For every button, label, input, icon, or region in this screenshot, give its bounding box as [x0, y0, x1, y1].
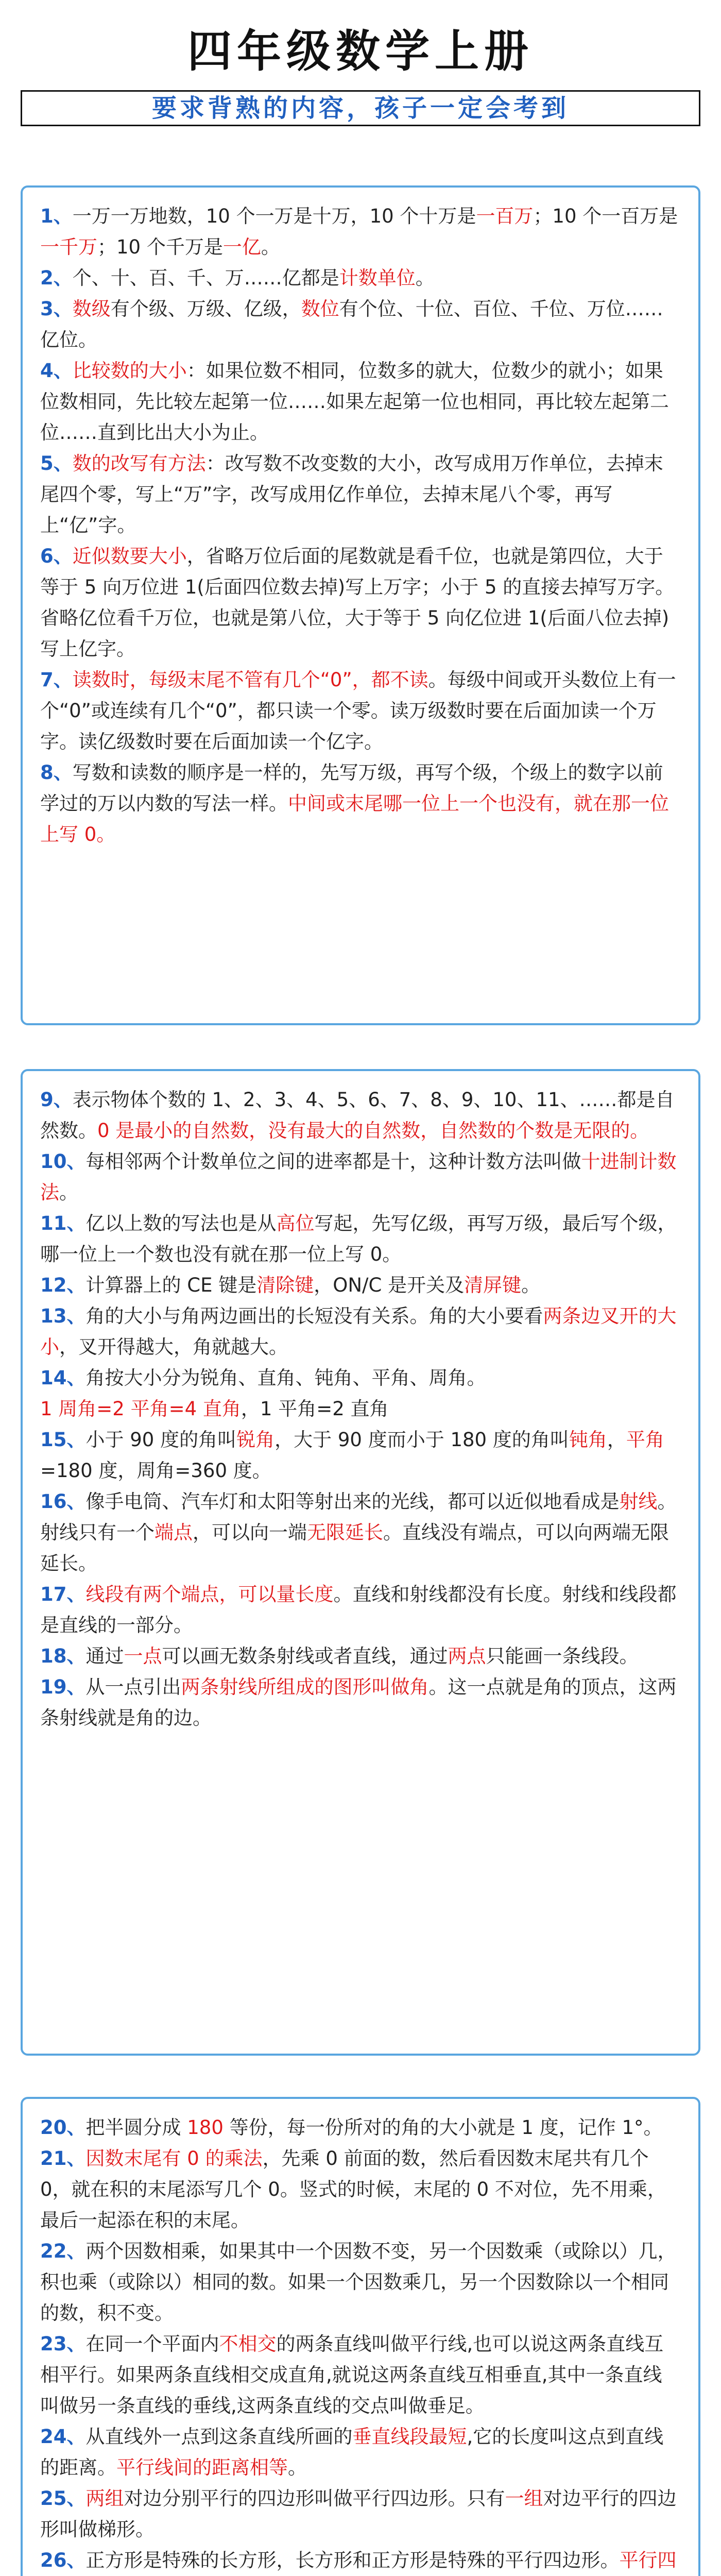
- knowledge-point: [40, 448, 681, 541]
- point-number: 8、: [40, 761, 73, 784]
- text-segment: 小于 90 度的角叫: [85, 1429, 237, 1451]
- text-segment: ，省略万位后面的尾数就是看千位，也就是第四位，大于等于 5 向万位进 1(后面四位数去掉)写上万字；小于 5 的直接去掉写万字。省略亿位看千万位，也就是第八位，大于等于 5 向亿位进 1(后面八位去掉)写上亿字。: [40, 545, 675, 660]
- text-segment: 可以画无数条射线或者直线，通过: [162, 1645, 448, 1667]
- key-phrase: 数位: [301, 298, 339, 320]
- text-segment: 表示物体个数的 1、2、3、4、5、6、7、8、9、10、11、……都是自然数。: [40, 1089, 675, 1142]
- text-segment: ；10 个一百万是: [533, 205, 678, 227]
- knowledge-point: [40, 1301, 681, 1363]
- point-number: 20、: [40, 2116, 86, 2139]
- text-segment: 有个位、十位、百位、千位、万位……亿位。: [40, 298, 663, 351]
- text-segment: 。: [288, 2456, 307, 2479]
- text-segment: 。: [415, 267, 435, 289]
- knowledge-point: [40, 2421, 681, 2483]
- text-segment: 把半圆分成: [85, 2116, 187, 2139]
- key-phrase: 不相交: [219, 2333, 277, 2355]
- text-segment: 。射线只有一个: [40, 1490, 677, 1544]
- knowledge-point: [40, 1270, 681, 1301]
- point-number: 9、: [40, 1089, 73, 1111]
- key-phrase: 数级: [72, 298, 111, 320]
- knowledge-point: [40, 201, 681, 263]
- text-segment: ；10 个千万是: [97, 236, 223, 258]
- key-phrase: 比较数的大小: [72, 360, 187, 382]
- text-segment: 。直线和射线都没有长度。射线和线段都是直线的一部分。: [40, 1583, 677, 1636]
- text-segment: ，: [607, 1429, 626, 1451]
- text-segment: 正方形是特殊的长方形，长方形和正方形是特殊的平行四边形。: [85, 2549, 620, 2571]
- knowledge-point: [40, 355, 681, 448]
- knowledge-point: [40, 665, 681, 757]
- knowledge-point: [40, 1363, 681, 1394]
- knowledge-point: [40, 1394, 681, 1425]
- knowledge-point: [40, 2143, 681, 2236]
- knowledge-point: [40, 1084, 681, 1146]
- point-number: 26、: [40, 2549, 86, 2571]
- knowledge-point: [40, 1425, 681, 1486]
- subtitle-banner: [21, 90, 700, 126]
- key-phrase: 中间或末尾哪一位上一个也没有，就在那一位上写 0。: [40, 792, 669, 845]
- key-phrase: 近似数要大小: [72, 545, 187, 567]
- text-segment: 只能画一条线段。: [486, 1645, 639, 1667]
- knowledge-point: [40, 2236, 681, 2329]
- text-segment: 从直线外一点到这条直线所画的: [85, 2426, 353, 2448]
- knowledge-point: [40, 1641, 681, 1672]
- text-segment: 像手电筒、汽车灯和太阳等射出来的光线，都可以近似地看成是: [85, 1490, 620, 1513]
- text-segment: 。直线没有端点，可以向两端无限延长。: [40, 1521, 669, 1574]
- point-number: 25、: [40, 2487, 86, 2510]
- key-phrase: 十进制计数法: [40, 1150, 677, 1204]
- key-phrase: 清屏键: [464, 1274, 522, 1296]
- text-segment: 角按大小分为锐角、直角、钝角、平角、周角。: [85, 1367, 486, 1389]
- key-phrase: 两组: [85, 2487, 124, 2510]
- knowledge-point: [40, 1579, 681, 1641]
- text-segment: 。: [261, 236, 280, 258]
- key-phrase: 1 周角=2 平角=4 直角: [40, 1398, 241, 1420]
- knowledge-point: [40, 294, 681, 355]
- key-phrase: 两条射线所组成的图形叫做角: [181, 1676, 429, 1698]
- point-number: 6、: [40, 545, 73, 567]
- point-number: 24、: [40, 2426, 86, 2448]
- point-number: 2、: [40, 267, 73, 289]
- text-segment: 通过: [85, 1645, 124, 1667]
- text-segment: ，1 平角=2 直角: [241, 1398, 389, 1420]
- key-phrase: 一组: [505, 2487, 543, 2510]
- text-segment: 有个级、万级、亿级，: [110, 298, 301, 320]
- key-phrase: 垂直线段最短: [352, 2426, 467, 2448]
- point-number: 22、: [40, 2240, 86, 2262]
- point-number: 11、: [40, 1212, 86, 1234]
- knowledge-card-1: [21, 185, 700, 1025]
- key-phrase: 数的改写有方法: [72, 452, 206, 474]
- point-number: 19、: [40, 1676, 86, 1698]
- knowledge-point: [40, 541, 681, 665]
- point-number: 7、: [40, 669, 73, 691]
- subtitle: 要求背熟的内容，孩子一定会考到: [151, 94, 569, 123]
- knowledge-point: [40, 1208, 681, 1270]
- text-segment: 每相邻两个计数单位之间的进率都是十，这种计数方法叫做: [85, 1150, 581, 1173]
- point-number: 12、: [40, 1274, 86, 1296]
- key-phrase: 0 是最小的自然数，没有最大的自然数，自然数的个数是无限的。: [97, 1120, 649, 1142]
- text-segment: 写数和读数的顺序是一样的，先写万级，再写个级，个级上的数字以前学过的万以内数的写法一样。: [40, 761, 663, 815]
- key-phrase: 一千万: [40, 236, 97, 258]
- knowledge-point: [40, 1146, 681, 1208]
- key-phrase: 计数单位: [339, 267, 416, 289]
- knowledge-point: [40, 757, 681, 850]
- point-number: 3、: [40, 298, 73, 320]
- knowledge-point: [40, 2112, 681, 2143]
- key-phrase: 一百万: [476, 205, 534, 227]
- text-segment: ，叉开得越大，角就越大。: [59, 1336, 288, 1358]
- key-phrase: 射线: [619, 1490, 658, 1513]
- key-phrase: 一亿: [222, 236, 261, 258]
- knowledge-point: [40, 263, 681, 294]
- point-number: 18、: [40, 1645, 86, 1667]
- key-phrase: 清除键: [256, 1274, 314, 1296]
- text-segment: 。每级中间或开头数位上有一个“0”或连续有几个“0”，都只读一个零。读万级数时要在后面加读一个万字。读亿级数时要在后面加读一个亿字。: [40, 669, 676, 753]
- text-segment: 计算器上的 CE 键是: [85, 1274, 257, 1296]
- key-phrase: 线段有两个端点，可以量长度: [85, 1583, 334, 1605]
- key-phrase: 端点: [154, 1521, 193, 1544]
- page-header: [0, 0, 721, 129]
- knowledge-point: [40, 2483, 681, 2545]
- text-segment: ，ON/C 是开关及: [314, 1274, 465, 1296]
- text-segment: 对边分别平行的四边形叫做平行四边形。只有: [124, 2487, 505, 2510]
- text-segment: =180 度，周角=360 度。: [40, 1460, 271, 1482]
- key-phrase: 平行线间的距离相等: [116, 2456, 288, 2479]
- text-segment: 。: [521, 1274, 541, 1296]
- text-segment: 个、十、百、千、万……亿都是: [72, 267, 339, 289]
- page-title: 四年级数学上册: [187, 25, 534, 77]
- key-phrase: 一点: [124, 1645, 162, 1667]
- text-segment: ：如果位数不相同，位数多的就大，位数少的就小；如果位数相同，先比较左起第一位……如果左起第一位也相同，再比较左起第二位……直到比出大小为止。: [40, 360, 669, 444]
- text-segment: ：改写数不改变数的大小，改写成用万作单位，去掉末尾四个零，写上“万”字，改写成用亿作单位，去掉末尾八个零，再写上“亿”字。: [40, 452, 663, 536]
- key-phrase: 平角: [626, 1429, 664, 1451]
- point-number: 5、: [40, 452, 73, 474]
- key-phrase: 锐角: [236, 1429, 275, 1451]
- text-segment: 亿以上数的写法也是从: [85, 1212, 277, 1234]
- point-number: 15、: [40, 1429, 86, 1451]
- text-segment: 两个因数相乘，如果其中一个因数不变，另一个因数乘（或除以）几，积也乘（或除以）相同的数。如果一个因数乘几，另一个因数除以一个相同的数，积不变。: [40, 2240, 677, 2324]
- text-segment: ，先乘 0 前面的数，然后看因数末尾共有几个 0，就在积的末尾添写几个 0。竖式的时候，末尾的 0 不对位，先不用乘，最后一起添在积的末尾。: [40, 2147, 666, 2231]
- point-number: 17、: [40, 1583, 86, 1605]
- point-number: 13、: [40, 1305, 86, 1327]
- point-number: 16、: [40, 1490, 86, 1513]
- text-segment: 从一点引出: [85, 1676, 181, 1698]
- key-phrase: 因数末尾有 0 的乘法: [85, 2147, 263, 2170]
- point-number: 14、: [40, 1367, 86, 1389]
- knowledge-point: [40, 1486, 681, 1579]
- knowledge-card-3: [21, 2097, 700, 2576]
- text-segment: 角的大小与角两边画出的长短没有关系。角的大小要看: [85, 1305, 543, 1327]
- text-segment: 等份，每一份所对的角的大小就是 1 度，记作 1°。: [223, 2116, 663, 2139]
- key-phrase: 两条边叉开的大小: [40, 1305, 677, 1358]
- knowledge-point: [40, 1672, 681, 1734]
- point-number: 10、: [40, 1150, 86, 1173]
- text-segment: 在同一个平面内: [85, 2333, 219, 2355]
- key-phrase: 读数时，每级末尾不管有几个“0”，都不读: [72, 669, 428, 691]
- text-segment: ，大于 90 度而小于 180 度的角叫: [274, 1429, 569, 1451]
- knowledge-point: [40, 2545, 681, 2576]
- point-number: 21、: [40, 2147, 86, 2170]
- text-segment: 对边平行的四边形叫做梯形。: [40, 2487, 677, 2540]
- knowledge-point: [40, 2329, 681, 2421]
- key-phrase: 无限延长: [307, 1521, 383, 1544]
- text-segment: 一万一万地数，10 个一万是十万，10 个十万是: [72, 205, 476, 227]
- key-phrase: 钝角: [569, 1429, 607, 1451]
- key-phrase: 180: [187, 2116, 224, 2139]
- text-segment: 。这一点就是角的顶点，这两条射线就是角的边。: [40, 1676, 677, 1729]
- text-segment: 的两条直线叫做平行线,也可以说这两条直线互相平行。如果两条直线相交成直角,就说这两条直线互相垂直,其中一条直线叫做另一条直线的垂线,这两条直线的交点叫做垂足。: [40, 2333, 664, 2417]
- text-segment: 写起，先写亿级，再写万级，最后写个级，哪一位上一个数也没有就在那一位上写 0。: [40, 1212, 677, 1265]
- key-phrase: 高位: [276, 1212, 315, 1234]
- point-number: 4、: [40, 360, 73, 382]
- point-number: 1、: [40, 205, 73, 227]
- text-segment: 。: [59, 1181, 78, 1204]
- key-phrase: 两点: [448, 1645, 486, 1667]
- point-number: 23、: [40, 2333, 86, 2355]
- knowledge-card-2: [21, 1069, 700, 2056]
- text-segment: ,它的长度叫这点到直线的距离。: [40, 2426, 664, 2479]
- key-phrase: 平行四: [619, 2549, 677, 2571]
- text-segment: ，可以向一端: [193, 1521, 307, 1544]
